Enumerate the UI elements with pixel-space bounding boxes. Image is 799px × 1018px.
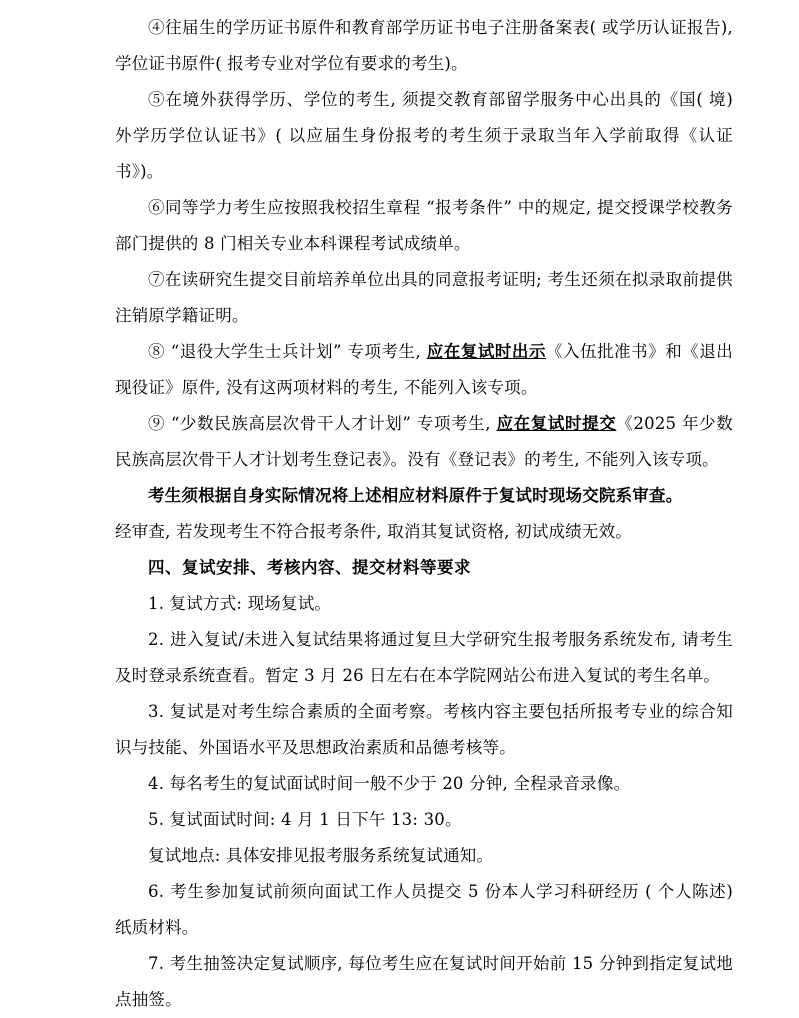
text-run: 4. 每名考生的复试面试时间一般不少于 20 分钟, 全程录音录像。 <box>148 774 631 793</box>
paragraph <box>115 190 733 262</box>
paragraph <box>115 838 733 874</box>
text-run: 1. 复试方式: 现场复试。 <box>148 594 332 613</box>
text-run: 《2025 年少数民族高层次骨干人才计划考生登记表》。没有《登记表》的考生, 不能列入该专项。 <box>115 414 733 469</box>
paragraph <box>115 946 733 1018</box>
text-run: 应在复试时提交 <box>496 414 617 433</box>
paragraph <box>115 10 733 82</box>
text-run: 复试地点: 具体安排见报考服务系统复试通知。 <box>148 846 494 865</box>
paragraph <box>115 82 733 190</box>
text-run: 6. 考生参加复试前须向面试工作人员提交 5 份本人学习科研经历 ( 个人陈述) 纸质材料。 <box>115 882 733 937</box>
text-run: 经审查, 若发现考生不符合报考条件, 取消其复试资格, 初试成绩无效。 <box>115 522 632 541</box>
text-run: ④往届生的学历证书原件和教育部学历证书电子注册备案表( 或学历认证报告), 学位证书原件( 报考专业对学位有要求的考生)。 <box>115 18 733 73</box>
text-run: 四、复试安排、考核内容、提交材料等要求 <box>148 558 471 577</box>
document-body <box>115 10 733 1018</box>
text-run: 《入伍批准书》和《退出现役证》原件, 没有这两项材料的考生, 不能列入该专项。 <box>115 342 733 397</box>
text-run: 7. 考生抽签决定复试顺序, 每位考生应在复试时间开始前 15 分钟到指定复试地点抽签。 <box>115 954 733 1009</box>
paragraph <box>115 874 733 946</box>
text-run: 5. 复试面试时间: 4 月 1 日下午 13: 30。 <box>148 810 462 829</box>
paragraph <box>115 586 733 622</box>
text-run: 3. 复试是对考生综合素质的全面考察。考核内容主要包括所报考专业的综合知识与技能、外国语水平及思想政治素质和品德考核等。 <box>115 702 733 757</box>
paragraph <box>115 766 733 802</box>
paragraph <box>115 514 733 550</box>
paragraph <box>115 334 733 406</box>
text-run: 考生须根据自身实际情况将上述相应材料原件于复试时现场交院系审查。 <box>148 486 683 505</box>
text-run: ⑤在境外获得学历、学位的考生, 须提交教育部留学服务中心出具的《国( 境) 外学历学位认证书》( 以应届生身份报考的考生须于录取当年入学前取得《认证书》)。 <box>115 90 733 181</box>
paragraph <box>115 478 733 514</box>
paragraph <box>115 802 733 838</box>
section-heading <box>115 550 733 586</box>
paragraph <box>115 622 733 694</box>
paragraph <box>115 406 733 478</box>
text-run: ⑧ “退役大学生士兵计划” 专项考生, <box>148 342 427 361</box>
paragraph <box>115 694 733 766</box>
text-run: 2. 进入复试/未进入复试结果将通过复旦大学研究生报考服务系统发布, 请考生及时登录系统查看。暂定 3 月 26 日左右在本学院网站公布进入复试的考生名单。 <box>115 630 733 685</box>
text-run: ⑨ “少数民族高层次骨干人才计划” 专项考生, <box>148 414 497 433</box>
text-run: ⑥同等学力考生应按照我校招生章程 “报考条件” 中的规定, 提交授课学校教务部门提供的 8 门相关专业本科课程考试成绩单。 <box>115 198 733 253</box>
paragraph <box>115 262 733 334</box>
text-run: 应在复试时出示 <box>426 342 546 361</box>
text-run: ⑦在读研究生提交目前培养单位出具的同意报考证明; 考生还须在拟录取前提供注销原学籍证明。 <box>115 270 733 325</box>
